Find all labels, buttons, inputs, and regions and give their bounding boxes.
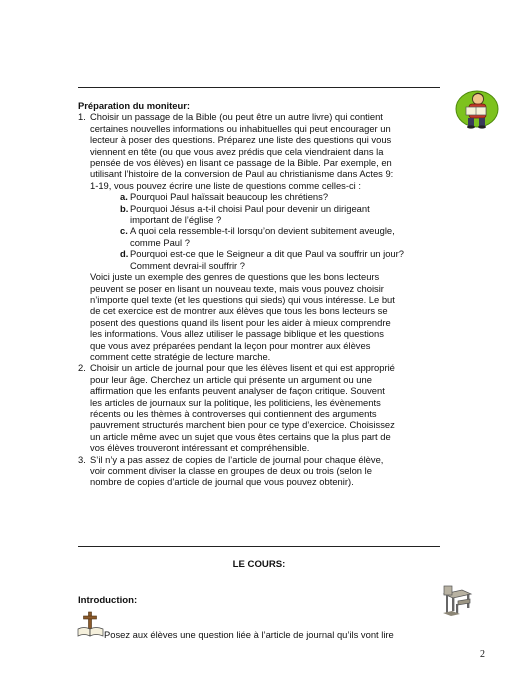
question-letter: a. — [120, 191, 128, 203]
section-title: LE COURS: — [232, 559, 286, 570]
question-line: Pourquoi Paul haïssait beaucoup les chrétiens? — [130, 191, 329, 203]
question-letter: b. — [120, 202, 129, 214]
paragraph-line: Voici juste un exemple des genres de questions que les bons lecteurs — [90, 271, 380, 283]
paragraph-line: récents ou les thèmes à controverses qui contiennent des arguments — [90, 407, 377, 419]
question-item — [90, 203, 440, 226]
question-line: important de l’église ? — [130, 214, 222, 226]
question-line: Pourquoi Jésus a-t-il choisi Paul pour devenir un dirigeant — [130, 202, 370, 214]
list-item — [78, 454, 440, 488]
teacher-preparation-section — [78, 100, 440, 488]
paragraph-line: S’il n’y a pas assez de copies de l’article de journal pour chaque élève, — [90, 453, 384, 465]
paragraph-line: nombre de copies d’article de journal que vous pouvez obtenir). — [90, 476, 354, 488]
paragraph-line: utilisant l’histoire de la conversion de Paul au christianisme dans Actes 9: — [90, 168, 394, 180]
preparation-heading: Préparation du moniteur: — [78, 100, 190, 111]
item-number: 3. — [78, 453, 86, 465]
question-line: comme Paul ? — [130, 236, 190, 248]
paragraph-line: que vous avez préparées pendant la leçon pour montrer aux élèves — [90, 339, 371, 351]
paragraph-line: viennent en tête (ou que vous avez prédis que cela viendraient dans la — [90, 145, 384, 157]
paragraph-line: les articles de journaux sur la politique, les politiciens, les évènements — [90, 396, 381, 408]
preparation-list — [78, 111, 440, 487]
question-item — [90, 191, 440, 202]
paragraph-line: vos élèves trouveront intéressant et compréhensible. — [90, 442, 310, 454]
school-desk-clipart-icon — [440, 583, 476, 617]
introduction-text: Posez aux élèves une question liée à l’article de journal qu’ils vont lire — [104, 629, 394, 640]
list-item — [78, 111, 440, 362]
introduction-heading: Introduction: — [78, 595, 138, 606]
question-line: A quoi cela ressemble-t-il lorsqu’on devient subitement aveugle, — [130, 225, 395, 237]
question-letter: c. — [120, 225, 128, 237]
question-item — [90, 225, 440, 248]
paragraph-line: comment cette stratégie de lecture marche. — [90, 350, 271, 362]
question-item — [90, 248, 440, 271]
paragraph-line: un article même avec un sujet que vous êtes certains que la plus part de — [90, 430, 391, 442]
paragraph-line: 1-19, vous pouvez écrire une liste de questions comme celles-ci : — [90, 179, 361, 191]
cross-book-icon — [76, 611, 106, 637]
top-rule — [78, 87, 440, 88]
question-letter: d. — [120, 248, 129, 260]
paragraph-line: affirmation que les enfants peuvent analyser de façon critique. Souvent — [90, 385, 385, 397]
paragraph-line: pensée de vos élèves) en lisant ce passage de la Bible. Par exemple, en — [90, 157, 392, 169]
paragraph-line: lecteur à poser des questions. Préparez une liste des questions qui vous — [90, 134, 392, 146]
question-line: Comment devrai-il souffrir ? — [130, 259, 245, 271]
item-number: 2. — [78, 362, 86, 374]
section-rule — [78, 546, 440, 547]
paragraph-line: Choisir un passage de la Bible (ou peut être un autre livre) qui contient — [90, 111, 383, 123]
paragraph-line: peuvent se poser en lisant un nouveau texte, mais vous pouvez choisir — [90, 282, 384, 294]
paragraph-line: pour leur âge. Cherchez un article qui présente un argument ou une — [90, 373, 372, 385]
paragraph-line: voir comment diviser la classe en groupes de deux ou trois (selon le — [90, 465, 372, 476]
paragraph-line: posent des questions quand ils lisent pour les aider à mieux comprendre — [90, 316, 391, 328]
item-number: 1. — [78, 111, 86, 123]
question-line: Pourquoi est-ce que le Seigneur a dit que Paul va souffrir un jour? — [130, 248, 404, 260]
list-item — [78, 362, 440, 453]
paragraph-line: n’importe quel texte (et les questions qui sieds) qui vous intéresse. Le but — [90, 293, 395, 305]
example-questions-list — [90, 191, 440, 271]
paragraph-line: de cet exercice est de montrer aux élèves que tous les bons lecteurs se — [90, 305, 388, 317]
reader-clipart-icon — [454, 88, 500, 130]
page-number: 2 — [480, 649, 485, 660]
paragraph-line: pauvrement structurés marchent bien pour ce type d’exercice. Choisissez — [90, 419, 395, 431]
paragraph-line: les informations. Vous allez utiliser le passage biblique et les questions — [90, 328, 384, 340]
paragraph-line: Choisir un article de journal pour que les élèves lisent et qui est approprié — [90, 362, 395, 374]
paragraph-line: certaines nouvelles informations ou inhabituelles qui peut encourager un — [90, 122, 391, 134]
